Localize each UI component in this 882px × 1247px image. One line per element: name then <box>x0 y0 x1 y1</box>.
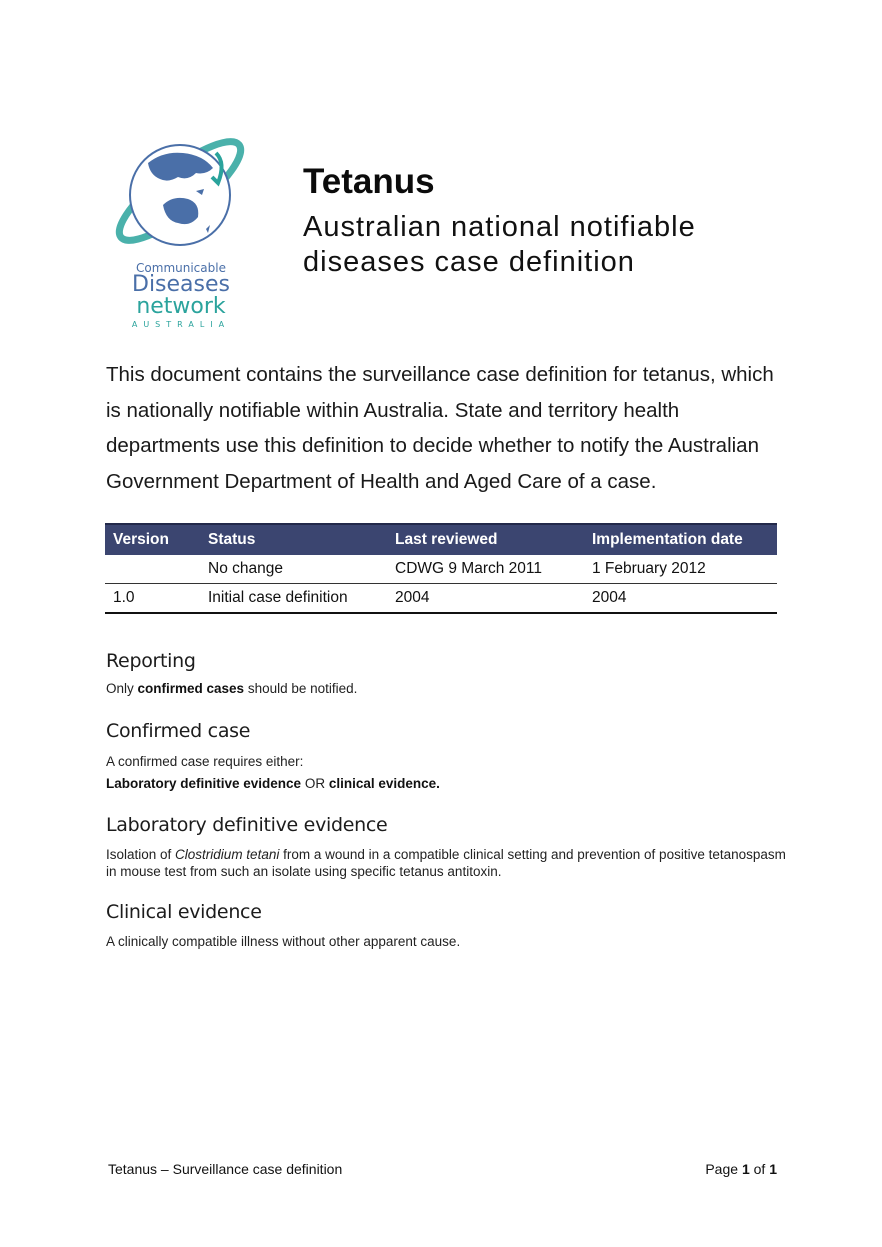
table-cell: Initial case definition <box>200 584 387 614</box>
bold-text: Laboratory definitive evidence <box>106 776 302 791</box>
section-laboratory-evidence <box>106 814 786 880</box>
page-number <box>705 1161 777 1177</box>
table-cell: No change <box>200 555 387 584</box>
globe-with-orbit-icon <box>108 133 254 253</box>
version-table <box>105 523 777 614</box>
column-header: Version <box>105 524 200 555</box>
footer-title: Tetanus – Surveillance case definition <box>108 1161 343 1177</box>
lab-evidence-text <box>106 846 786 880</box>
subtitle-line-1: Australian national notifiable <box>303 211 696 243</box>
table-cell: 1 February 2012 <box>584 555 777 584</box>
table-cell <box>105 555 200 584</box>
cdna-logo <box>108 133 254 328</box>
section-heading: Laboratory definitive evidence <box>106 814 388 836</box>
text: OR <box>301 776 329 791</box>
confirmed-case-line-2 <box>106 775 786 792</box>
table-row <box>105 555 777 584</box>
table-cell: 2004 <box>387 584 584 614</box>
bold-text: clinical evidence. <box>328 776 440 791</box>
section-clinical-evidence <box>106 901 786 950</box>
table-header-row <box>105 524 777 555</box>
table-cell: CDWG 9 March 2011 <box>387 555 584 584</box>
total-pages: 1 <box>769 1161 777 1177</box>
page-subtitle <box>303 210 696 280</box>
title-block <box>303 160 696 280</box>
clinical-evidence-text: A clinically compatible illness without other apparent cause. <box>106 934 461 949</box>
text: should be notified. <box>244 681 358 696</box>
section-confirmed-case <box>106 720 786 792</box>
italic-text: Clostridium tetani <box>175 847 280 862</box>
page-title: Tetanus <box>303 162 435 201</box>
text: of <box>749 1161 770 1177</box>
text: from a wound in a compatible clinical setting and prevention of positive tetanospasm in mouse test from such an isolate using specific tetanus antitoxin. <box>106 847 786 879</box>
logo-text-network: network <box>136 294 226 319</box>
current-page: 1 <box>741 1161 750 1177</box>
table-cell: 2004 <box>584 584 777 614</box>
section-reporting <box>106 650 786 697</box>
confirmed-case-line-1: A confirmed case requires either: <box>106 754 304 769</box>
section-heading: Reporting <box>106 650 196 672</box>
intro-paragraph: This document contains the surveillance case definition for tetanus, which is nationally notifiable within Australia. State and territory health departments use this definition to decide whether to notify the Australian Government Department of Health and Aged Care of a case. <box>106 363 774 493</box>
logo-text-diseases: Diseases <box>132 272 230 297</box>
section-heading: Clinical evidence <box>106 901 262 923</box>
reporting-text <box>106 680 786 697</box>
text: Only <box>106 681 138 696</box>
column-header: Last reviewed <box>387 524 584 555</box>
subtitle-line-2: diseases case definition <box>303 246 635 278</box>
bold-text: confirmed cases <box>137 681 245 696</box>
section-heading: Confirmed case <box>106 720 251 742</box>
table-cell: 1.0 <box>105 584 200 614</box>
logo-text-communicable: Communicable <box>136 261 226 275</box>
logo-text-australia: AUSTRALIA <box>131 320 231 329</box>
column-header: Status <box>200 524 387 555</box>
column-header: Implementation date <box>584 524 777 555</box>
table-row <box>105 584 777 614</box>
text: Isolation of <box>106 847 176 862</box>
text: Page <box>705 1161 742 1177</box>
